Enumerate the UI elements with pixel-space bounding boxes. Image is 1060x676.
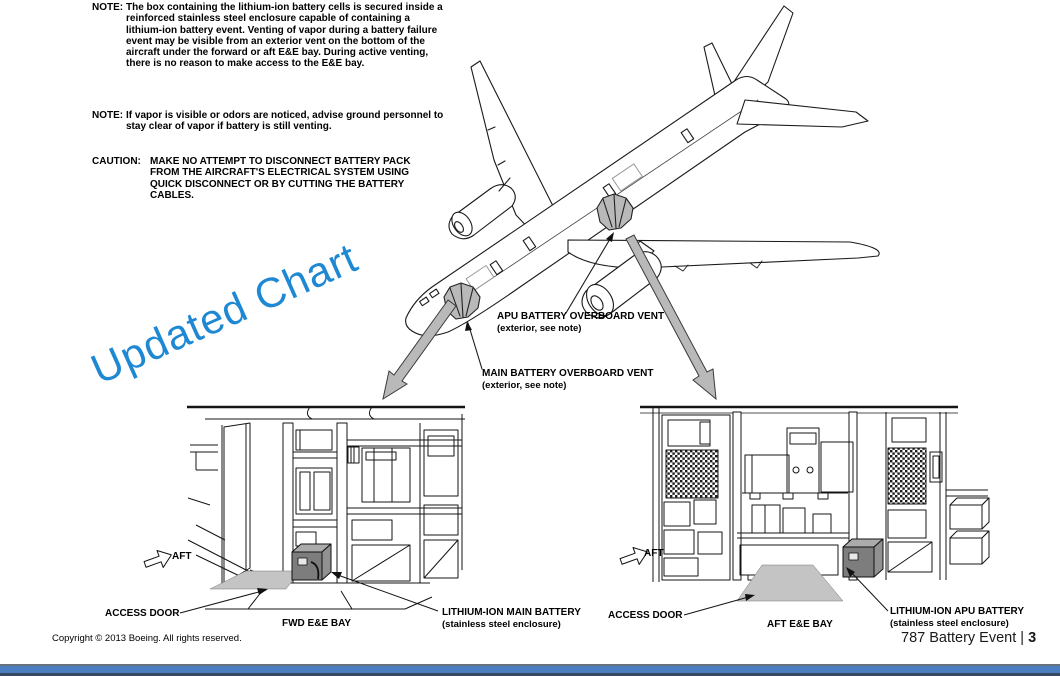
aft-bay-illustration (618, 407, 989, 615)
main-vent-label (482, 368, 654, 392)
apu-vent-label (497, 311, 664, 335)
fwd-bay-battery-label-line2: (stainless steel enclosure) (442, 619, 561, 630)
note-1-label: NOTE: (92, 2, 124, 13)
aft-bay-battery-label-line2: (stainless steel enclosure) (890, 618, 1009, 629)
footer-accent-bar (0, 664, 1060, 676)
fwd-bay-aft-label: AFT (172, 551, 192, 562)
aft-bay-battery-label (890, 606, 1024, 630)
note-1 (92, 2, 448, 70)
fwd-bay-battery-label (442, 607, 581, 631)
apu-vent-label-line2: (exterior, see note) (497, 323, 582, 334)
fwd-bay-access-door-label: ACCESS DOOR (105, 608, 180, 619)
fwd-bay-name-label: FWD E&E BAY (282, 618, 352, 629)
note-2-text: If vapor is visible or odors are noticed, advise ground personnel to stay clear of vapor if battery is still venting. (126, 110, 444, 133)
caution-text: MAKE NO ATTEMPT TO DISCONNECT BATTERY PACK FROM THE AIRCRAFT'S ELECTRICAL SYSTEM USING QUICK DISCONNECT OR BY CUTTING THE BATTERY CABLES. (150, 156, 411, 201)
main-vent-label-line1: MAIN BATTERY OVERBOARD VENT (482, 368, 654, 379)
aft-bay-name-label: AFT E&E BAY (767, 619, 833, 630)
caution-label: CAUTION: (92, 156, 141, 167)
note-1-text: The box containing the lithium-ion battery cells is secured inside a reinforced stainless steel enclosure capable of containing a lithium-ion battery event. Venting of vapor during a battery failure event may be visible from an exterior vent on the bottom of the aircraft under the forward or aft E&E bay. During active venting, there is no reason to make access to the E&E bay. (126, 2, 443, 70)
main-battery-box (292, 544, 331, 580)
apu-vent-label-line1: APU BATTERY OVERBOARD VENT (497, 311, 665, 322)
aft-bay-battery-label-line1: LITHIUM-ION APU BATTERY (890, 606, 1025, 617)
updated-chart-watermark: Updated Chart (84, 233, 365, 393)
footer-separator: | (1020, 630, 1025, 646)
note-2 (92, 110, 448, 133)
fwd-bay-aft-arrow-icon (142, 546, 174, 572)
note-2-label: NOTE: (92, 110, 124, 121)
apu-vent-highlight (597, 194, 633, 230)
copyright-text: Copyright © 2013 Boeing. All rights reserved. (52, 633, 242, 644)
main-vent-label-line2: (exterior, see note) (482, 380, 567, 391)
footer-page-number: 3 (1028, 630, 1037, 646)
footer-title: 787 Battery Event (901, 630, 1017, 646)
aft-bay-access-door-label: ACCESS DOOR (608, 610, 683, 621)
fwd-bay-battery-label-line1: LITHIUM-ION MAIN BATTERY (442, 607, 581, 618)
aft-bay-aft-label: AFT (644, 548, 664, 559)
fwd-bay-illustration (142, 407, 465, 613)
footer-title-page (901, 630, 1036, 646)
caution (92, 156, 432, 201)
